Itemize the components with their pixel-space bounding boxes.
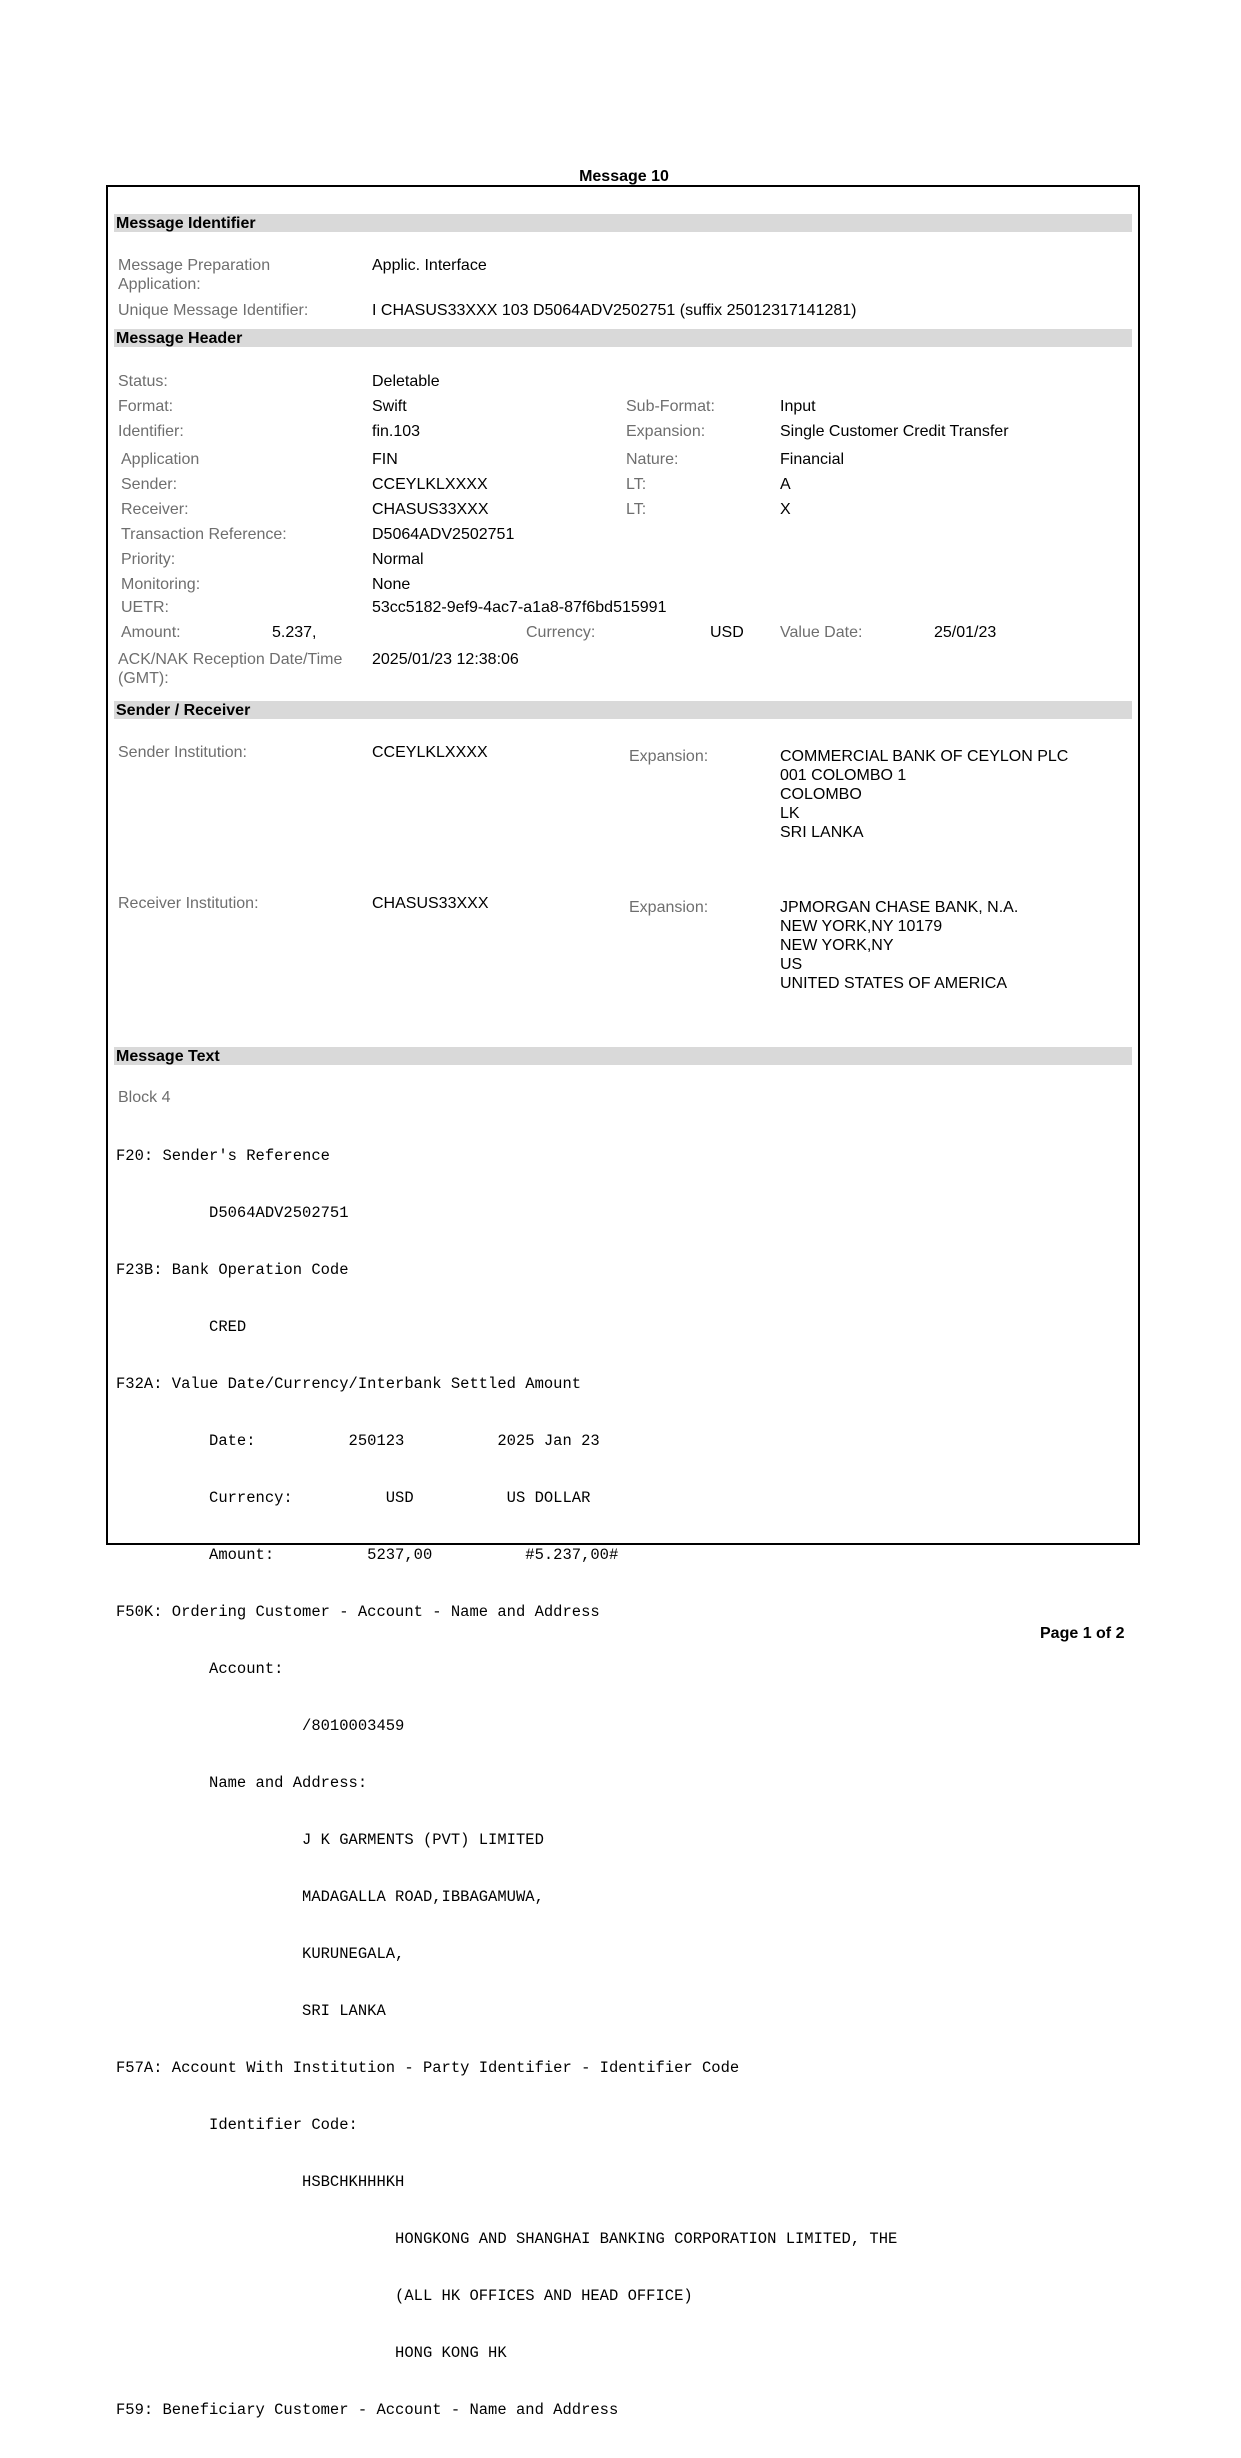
sender-expansion-address	[780, 747, 1068, 842]
message-text-line: HONGKONG AND SHANGHAI BANKING CORPORATION LIMITED, THE	[116, 2230, 898, 2248]
monitoring-value: None	[372, 576, 411, 593]
receiver-value: CHASUS33XXX	[372, 501, 489, 518]
message-text-line: Account:	[116, 1660, 284, 1678]
sender-institution-value: CCEYLKLXXXX	[372, 744, 488, 761]
message-text-line: Name and Address:	[116, 1774, 368, 1792]
expansion-value: Single Customer Credit Transfer	[780, 423, 1009, 440]
receiver-address-line: NEW YORK,NY 10179	[780, 918, 943, 935]
message-text-line: Amount: 5237,00 #5.237,00#	[116, 1546, 619, 1564]
transaction-reference-value: D5064ADV2502751	[372, 526, 515, 543]
page-number: Page 1 of 2	[1040, 1625, 1125, 1642]
message-preparation-label-line2: Application:	[118, 276, 201, 293]
lt-sender-value: A	[780, 476, 791, 493]
uetr-label: UETR:	[121, 599, 169, 616]
sender-address-line: COLOMBO	[780, 786, 862, 803]
message-text-line: (ALL HK OFFICES AND HEAD OFFICE)	[116, 2287, 693, 2305]
format-value: Swift	[372, 398, 407, 415]
unique-message-identifier-value: I CHASUS33XXX 103 D5064ADV2502751 (suffix 25012317141281)	[372, 302, 857, 319]
message-text-line: F20: Sender's Reference	[116, 1147, 330, 1165]
sender-expansion-label: Expansion:	[629, 748, 709, 765]
sender-label: Sender:	[121, 476, 178, 493]
priority-value: Normal	[372, 551, 424, 568]
message-text-line: F59: Beneficiary Customer - Account - Name and Address	[116, 2401, 619, 2419]
message-preparation-label-line1: Message Preparation	[118, 257, 271, 274]
value-date-label: Value Date:	[780, 624, 863, 641]
section-sender-receiver: Sender / Receiver	[114, 701, 1132, 719]
amount-value: 5.237,	[272, 624, 317, 641]
priority-label: Priority:	[121, 551, 176, 568]
message-text-line: F23B: Bank Operation Code	[116, 1261, 349, 1279]
nature-value: Financial	[780, 451, 845, 468]
value-date-value: 25/01/23	[934, 624, 997, 641]
message-text-line: Date: 250123 2025 Jan 23	[116, 1432, 600, 1450]
application-label: Application	[121, 451, 200, 468]
unique-message-identifier-label: Unique Message Identifier:	[118, 302, 309, 319]
message-text-line: D5064ADV2502751	[116, 1204, 349, 1222]
lt-receiver-label: LT:	[626, 501, 647, 518]
sender-address-line: SRI LANKA	[780, 824, 864, 841]
section-message-identifier: Message Identifier	[114, 214, 1132, 232]
receiver-institution-label: Receiver Institution:	[118, 895, 259, 912]
sub-format-label: Sub-Format:	[626, 398, 715, 415]
message-text-line: F32A: Value Date/Currency/Interbank Settled Amount	[116, 1375, 582, 1393]
message-text-line: /8010003459	[116, 1717, 405, 1735]
status-label: Status:	[118, 373, 168, 390]
block-4-label: Block 4	[118, 1089, 171, 1106]
identifier-label: Identifier:	[118, 423, 184, 440]
sender-address-line: 001 COLOMBO 1	[780, 767, 907, 784]
ack-nak-label	[118, 650, 342, 688]
message-text-line: HSBCHKHHHKH	[116, 2173, 405, 2191]
message-text-line: SRI LANKA	[116, 2002, 386, 2020]
message-text-body	[116, 1109, 897, 2458]
receiver-address-line: NEW YORK,NY	[780, 937, 894, 954]
sender-address-line: COMMERCIAL BANK OF CEYLON PLC	[780, 748, 1069, 765]
ack-nak-label-line1: ACK/NAK Reception Date/Time	[118, 651, 343, 668]
section-message-header: Message Header	[114, 329, 1132, 347]
lt-receiver-value: X	[780, 501, 791, 518]
message-preparation-value: Applic. Interface	[372, 257, 487, 274]
transaction-reference-label: Transaction Reference:	[121, 526, 287, 543]
sender-address-line: LK	[780, 805, 800, 822]
sender-value: CCEYLKLXXXX	[372, 476, 488, 493]
currency-label: Currency:	[526, 624, 596, 641]
uetr-value: 53cc5182-9ef9-4ac7-a1a8-87f6bd515991	[372, 599, 667, 616]
receiver-institution-value: CHASUS33XXX	[372, 895, 489, 912]
application-value: FIN	[372, 451, 398, 468]
message-text-line: Currency: USD US DOLLAR	[116, 1489, 591, 1507]
message-text-line: HONG KONG HK	[116, 2344, 507, 2362]
message-text-line: F57A: Account With Institution - Party Identifier - Identifier Code	[116, 2059, 740, 2077]
message-text-line: MADAGALLA ROAD,IBBAGAMUWA,	[116, 1888, 544, 1906]
nature-label: Nature:	[626, 451, 679, 468]
message-text-line: J K GARMENTS (PVT) LIMITED	[116, 1831, 544, 1849]
ack-nak-value: 2025/01/23 12:38:06	[372, 651, 519, 668]
message-text-line: F50K: Ordering Customer - Account - Name and Address	[116, 1603, 600, 1621]
expansion-label: Expansion:	[626, 423, 706, 440]
monitoring-label: Monitoring:	[121, 576, 201, 593]
sub-format-value: Input	[780, 398, 816, 415]
receiver-expansion-address	[780, 898, 1018, 993]
status-value: Deletable	[372, 373, 440, 390]
message-preparation-label	[118, 256, 270, 294]
sender-institution-label: Sender Institution:	[118, 744, 247, 761]
section-message-text: Message Text	[114, 1047, 1132, 1065]
message-text-line: KURUNEGALA,	[116, 1945, 405, 1963]
receiver-label: Receiver:	[121, 501, 189, 518]
document-title: Message 10	[579, 168, 669, 185]
currency-value: USD	[710, 624, 744, 641]
message-text-line: Identifier Code:	[116, 2116, 358, 2134]
receiver-expansion-label: Expansion:	[629, 899, 709, 916]
identifier-value: fin.103	[372, 423, 421, 440]
amount-label: Amount:	[121, 624, 181, 641]
lt-sender-label: LT:	[626, 476, 647, 493]
receiver-address-line: UNITED STATES OF AMERICA	[780, 975, 1007, 992]
ack-nak-label-line2: (GMT):	[118, 670, 169, 687]
receiver-address-line: JPMORGAN CHASE BANK, N.A.	[780, 899, 1019, 916]
receiver-address-line: US	[780, 956, 803, 973]
message-text-line: CRED	[116, 1318, 247, 1336]
format-label: Format:	[118, 398, 174, 415]
